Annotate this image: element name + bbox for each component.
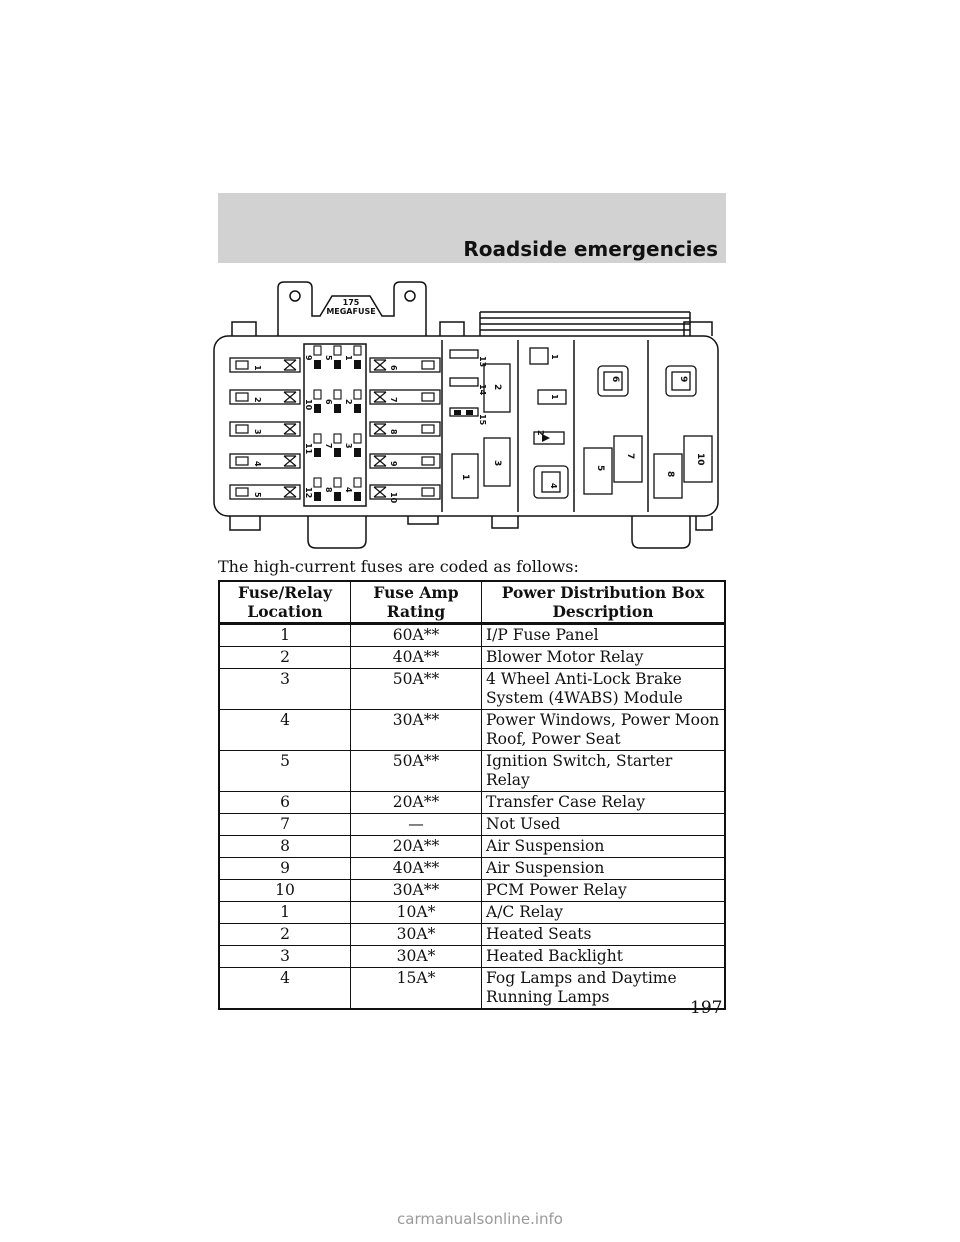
cell-description: Air Suspension	[482, 858, 726, 880]
cell-rating: 20A**	[351, 792, 482, 814]
cell-rating: 50A**	[351, 669, 482, 710]
section-title: Roadside emergencies	[463, 237, 718, 261]
relay-box-number: 10	[695, 453, 705, 466]
cell-rating: 50A**	[351, 751, 482, 792]
mini-fuse-number: 7	[324, 443, 333, 449]
table-row	[219, 968, 725, 1010]
cell-location: 10	[219, 880, 351, 902]
fuse-number-label: 4	[253, 461, 262, 467]
fuse-number-label: 8	[389, 429, 398, 435]
mini-fuse-contact	[354, 492, 361, 501]
mini-fuse-contact	[314, 360, 321, 369]
fuse-contact	[236, 488, 248, 496]
mini-fuse-contact	[354, 434, 361, 443]
fuse-number-label: 10	[389, 492, 398, 504]
small-fuse-number: 13	[478, 356, 487, 368]
mini-fuse-number: 11	[304, 443, 313, 455]
mini-fuse-contact	[354, 478, 361, 487]
cell-description: Ignition Switch, Starter Relay	[482, 751, 726, 792]
cell-location: 2	[219, 647, 351, 669]
relay-number: 1	[550, 354, 559, 360]
fuse-number-label: 6	[389, 365, 398, 371]
mini-fuse-contact	[314, 492, 321, 501]
cell-location: 2	[219, 924, 351, 946]
fuse-contact	[236, 457, 248, 465]
table-row	[219, 710, 725, 751]
table-row	[219, 792, 725, 814]
cell-location: 9	[219, 858, 351, 880]
mini-fuse-contact	[314, 434, 321, 443]
mini-fuse-contact	[354, 404, 361, 413]
fuse-cross-mark	[374, 424, 386, 434]
column-header-rating: Fuse Amp Rating	[351, 581, 482, 624]
mini-fuse-contact	[354, 390, 361, 399]
cell-description: Transfer Case Relay	[482, 792, 726, 814]
fuse-cross-mark	[374, 487, 386, 497]
cell-rating: 15A*	[351, 968, 482, 1010]
table-row	[219, 902, 725, 924]
mini-fuse-number: 6	[324, 399, 333, 405]
cell-location: 3	[219, 946, 351, 968]
table-row	[219, 946, 725, 968]
cell-location: 3	[219, 669, 351, 710]
cell-description: Not Used	[482, 814, 726, 836]
mini-fuse-contact	[354, 346, 361, 355]
cell-rating: 60A**	[351, 624, 482, 647]
fuse-number-label: 5	[253, 492, 262, 498]
mini-fuse-number: 9	[304, 355, 313, 361]
mini-fuse-contact	[314, 448, 321, 457]
page-number: 197	[690, 998, 723, 1018]
fuse-contact	[422, 361, 434, 369]
table-row	[219, 814, 725, 836]
cell-location: 7	[219, 814, 351, 836]
fuse-cross-mark	[284, 424, 296, 434]
fuse-number-label: 9	[389, 461, 398, 467]
cell-description: Heated Seats	[482, 924, 726, 946]
intro-text: The high-current fuses are coded as follows:	[218, 557, 579, 576]
relay-box-number: 7	[625, 453, 635, 460]
table-row	[219, 647, 725, 669]
mini-fuse-contact	[354, 448, 361, 457]
cell-location: 4	[219, 968, 351, 1010]
fuse-cross-mark	[284, 487, 296, 497]
mini-fuse-contact	[334, 448, 341, 457]
watermark: carmanualsonline.info	[397, 1210, 563, 1228]
cell-rating: 20A**	[351, 836, 482, 858]
fuse-contact	[422, 488, 434, 496]
cell-rating: 30A*	[351, 924, 482, 946]
mini-fuse-number: 1	[344, 355, 353, 361]
cell-rating: 40A**	[351, 858, 482, 880]
mini-fuse-contact	[334, 390, 341, 399]
fuse-contact	[236, 425, 248, 433]
mini-fuse-block	[304, 346, 361, 501]
fuse-contact	[236, 393, 248, 401]
relay-box-number: 5	[595, 465, 605, 472]
cell-location: 6	[219, 792, 351, 814]
mini-fuse-contact	[314, 478, 321, 487]
mini-fuse-contact	[334, 360, 341, 369]
mini-fuse-contact	[334, 404, 341, 413]
fuse-cross-mark	[284, 456, 296, 466]
megafuse-label: MEGAFUSE	[326, 307, 376, 316]
mini-fuse-contact	[334, 434, 341, 443]
fuse-contact	[422, 457, 434, 465]
cell-description: Blower Motor Relay	[482, 647, 726, 669]
table-row	[219, 669, 725, 710]
mini-fuse-contact	[334, 492, 341, 501]
cell-location: 4	[219, 710, 351, 751]
relay-number: 1	[550, 394, 559, 400]
mini-fuse-number: 4	[344, 487, 353, 493]
cell-location: 8	[219, 836, 351, 858]
cell-rating: 40A**	[351, 647, 482, 669]
section-header-band	[218, 193, 726, 263]
mini-fuse-number: 8	[324, 487, 333, 493]
mini-fuse-number: 3	[344, 443, 353, 449]
fuse-cross-mark	[374, 360, 386, 370]
cell-description: Fog Lamps and Daytime Running Lamps	[482, 968, 726, 1010]
cell-description: I/P Fuse Panel	[482, 624, 726, 647]
table-row	[219, 624, 725, 647]
cell-rating: —	[351, 814, 482, 836]
mini-fuse-contact	[314, 404, 321, 413]
cell-description: Power Windows, Power Moon Roof, Power Seat	[482, 710, 726, 751]
relay-box-number: 9	[678, 376, 688, 383]
cell-rating: 30A**	[351, 710, 482, 751]
small-fuse-number: 14	[478, 384, 487, 396]
cell-description: Heated Backlight	[482, 946, 726, 968]
fuse-contact	[422, 425, 434, 433]
relay-number: 4	[549, 483, 558, 489]
small-fuse-number: 15	[478, 414, 487, 426]
fuse-cross-mark	[374, 456, 386, 466]
table-row	[219, 751, 725, 792]
table-row	[219, 858, 725, 880]
fuse-contact	[422, 393, 434, 401]
cell-description: Air Suspension	[482, 836, 726, 858]
fuse-box-number: 3	[492, 460, 502, 467]
table-row	[219, 836, 725, 858]
fuse-number-label: 1	[253, 365, 262, 371]
cell-rating: 30A**	[351, 880, 482, 902]
megafuse-rating: 175	[342, 298, 360, 307]
mini-fuse-number: 10	[304, 399, 313, 411]
fuse-number-label: 3	[253, 429, 262, 435]
cell-location: 1	[219, 624, 351, 647]
cell-location: 1	[219, 902, 351, 924]
mini-fuse-contact	[334, 478, 341, 487]
cell-rating: 30A*	[351, 946, 482, 968]
mini-fuse-contact	[314, 346, 321, 355]
fuse-contact	[236, 361, 248, 369]
cell-description: PCM Power Relay	[482, 880, 726, 902]
right-fuse-column	[370, 358, 440, 504]
cell-description: 4 Wheel Anti-Lock Brake System (4WABS) Module	[482, 669, 726, 710]
column-header-location: Fuse/Relay Location	[219, 581, 351, 624]
left-fuse-column	[230, 358, 300, 499]
column-header-description: Power Distribution Box Description	[482, 581, 726, 624]
power-distribution-box-diagram	[212, 278, 732, 558]
relay-number: 2	[536, 430, 545, 436]
high-current-fuse-table	[218, 580, 726, 1010]
fuse-number-label: 2	[253, 397, 262, 403]
mini-fuse-number: 2	[344, 399, 353, 405]
table-row	[219, 924, 725, 946]
cell-rating: 10A*	[351, 902, 482, 924]
fuse-cross-mark	[284, 360, 296, 370]
cell-location: 5	[219, 751, 351, 792]
fuse-cross-mark	[284, 392, 296, 402]
table-header-row	[219, 581, 725, 624]
mini-fuse-contact	[334, 346, 341, 355]
fuse-box-number: 1	[460, 474, 470, 481]
mini-fuse-contact	[354, 360, 361, 369]
mini-fuse-number: 5	[324, 355, 333, 361]
fuse-number-label: 7	[389, 397, 398, 403]
fuse-box-number: 2	[492, 384, 502, 391]
table-row	[219, 880, 725, 902]
relay-box-number: 6	[610, 376, 620, 383]
relay-box-number: 8	[665, 471, 675, 478]
mini-fuse-contact	[314, 390, 321, 399]
fuse-cross-mark	[374, 392, 386, 402]
mini-fuse-number: 12	[304, 487, 313, 499]
cell-description: A/C Relay	[482, 902, 726, 924]
